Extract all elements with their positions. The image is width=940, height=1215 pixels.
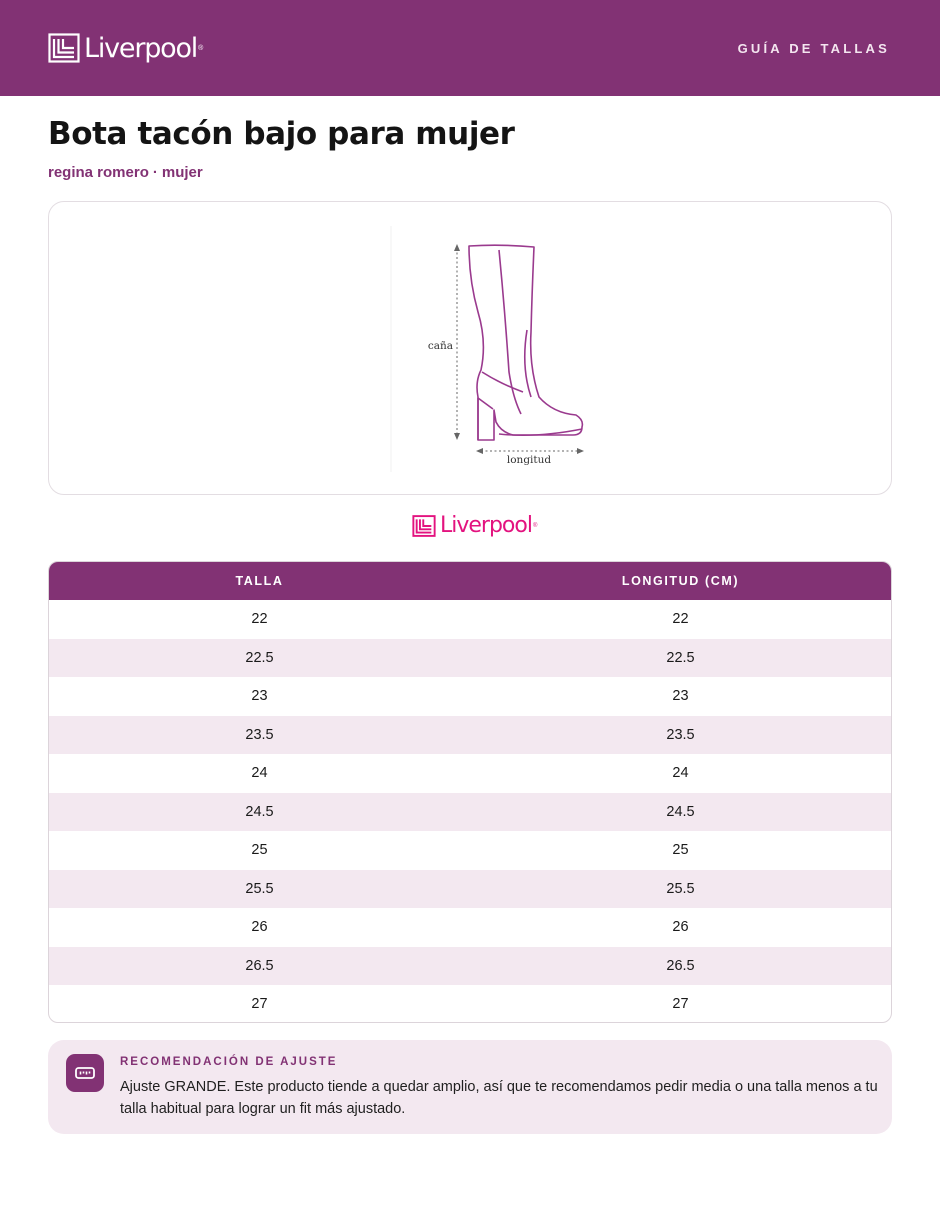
table-row (49, 600, 891, 639)
cell-size: 22 (251, 611, 268, 628)
cell-length: 24.5 (666, 803, 695, 820)
brand-name: Liverpool (84, 32, 198, 64)
subtitle-separator: · (152, 164, 158, 181)
column-header-size: TALLA (235, 574, 284, 588)
cell-size: 26.5 (245, 957, 274, 974)
recommendation-title: RECOMENDACIÓN DE AJUSTE (120, 1056, 338, 1068)
product-brand: regina romero (48, 164, 149, 181)
recommendation-text: Ajuste GRANDE. Este producto tiende a quedar amplio, así que te recomendamos pedir media o una talla menos a tu talla habitual para lograr un fit más ajustado. (120, 1079, 878, 1117)
label-length: longitud (506, 454, 552, 466)
page-title: Bota tacón bajo para mujer (48, 116, 515, 152)
cell-size: 23.5 (245, 726, 274, 743)
page-header (0, 0, 940, 96)
cell-size: 26 (251, 919, 268, 936)
center-brand-name: Liverpool (440, 513, 532, 538)
table-body (49, 600, 891, 1023)
ruler-icon (66, 1054, 104, 1092)
fit-recommendation-box (48, 1040, 892, 1134)
boot-measurement-diagram (341, 222, 601, 476)
cell-size: 24 (251, 765, 268, 782)
cell-size: 23 (251, 688, 268, 705)
table-row (49, 754, 891, 793)
cell-size: 25 (251, 842, 268, 859)
boot-icon (469, 245, 582, 440)
cell-length: 27 (672, 996, 689, 1013)
cell-size: 24.5 (245, 803, 274, 820)
cell-length: 22 (672, 611, 689, 628)
size-diagram-card (48, 201, 892, 495)
cell-size: 22.5 (245, 649, 274, 666)
cell-length: 22.5 (666, 649, 695, 666)
product-subtitle (48, 164, 203, 181)
column-header-length: LONGITUD (CM) (621, 574, 740, 588)
cell-length: 26 (672, 919, 689, 936)
table-row (49, 716, 891, 755)
cell-length: 25 (672, 842, 689, 859)
registered-mark: ® (198, 44, 204, 52)
cell-length: 23 (672, 688, 689, 705)
label-height: caña (427, 340, 453, 352)
cell-length: 25.5 (666, 880, 695, 897)
product-gender: mujer (161, 164, 203, 181)
table-row (49, 793, 891, 832)
cell-size: 25.5 (245, 880, 274, 897)
cell-length: 26.5 (666, 957, 695, 974)
cell-length: 23.5 (666, 726, 695, 743)
table-row (49, 870, 891, 909)
table-row (49, 639, 891, 678)
table-row (49, 947, 891, 986)
brand-logo[interactable] (48, 28, 203, 68)
center-registered-mark: ® (532, 523, 538, 529)
table-row (49, 677, 891, 716)
table-row (49, 985, 891, 1023)
table-header (49, 562, 891, 600)
liverpool-logo-icon (48, 33, 80, 63)
size-table (48, 561, 892, 1023)
liverpool-logo-icon (412, 515, 436, 537)
size-guide-label: GUÍA DE TALLAS (737, 40, 890, 56)
cell-size: 27 (251, 996, 268, 1013)
center-brand-logo (412, 511, 537, 541)
cell-length: 24 (672, 765, 689, 782)
table-row (49, 908, 891, 947)
table-row (49, 831, 891, 870)
